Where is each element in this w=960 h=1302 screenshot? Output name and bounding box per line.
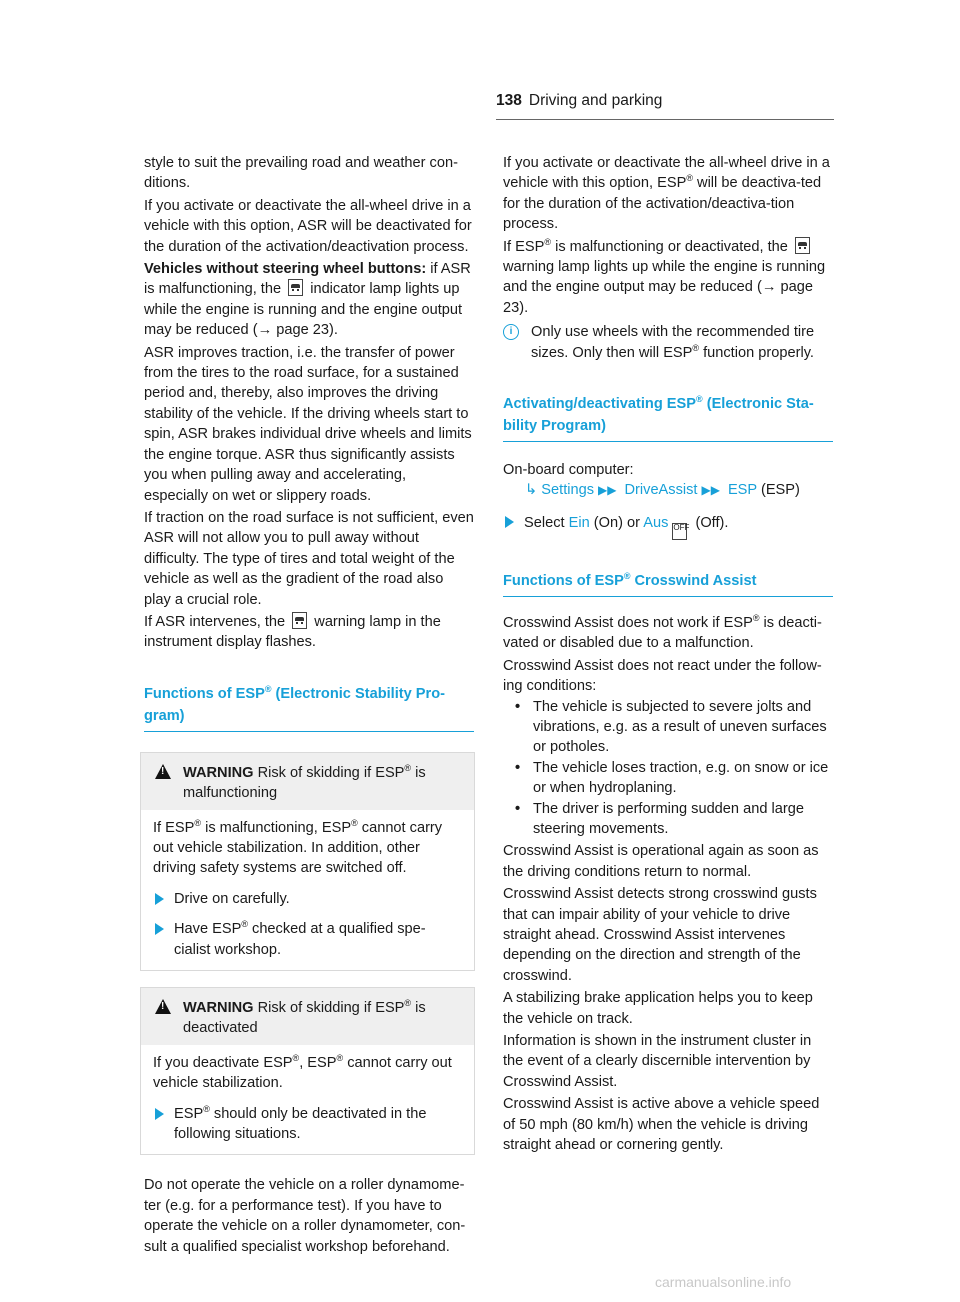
paragraph: style to suit the prevailing road and weather con-ditions. xyxy=(144,155,458,192)
paragraph: Crosswind Assist detects strong crosswind gusts that can impair ability of your vehicle to drive straight ahead. Crosswind Assist intervenes depending on the direction and strength of the crosswind. xyxy=(503,886,817,984)
paragraph: Crosswind Assist does not react under the follow-ing conditions: xyxy=(503,657,822,695)
list-item: • The driver is performing sudden and large steering movements. xyxy=(515,800,804,837)
list-item: • The vehicle loses traction, e.g. on snow or ice or when hydroplaning. xyxy=(515,759,829,797)
paragraph: Do not operate the vehicle on a roller dynamome-ter (e.g. for a performance test). If you have to operate the vehicle on a roller dynamometer, con-sult a qualified specialist workshop beforehand. xyxy=(144,1177,466,1255)
menu-driveassist: DriveAssist xyxy=(624,482,698,499)
paragraph: If ESP® is malfunctioning or deactivated, the warning lamp lights up while the engine is running and the engine output may be reduced (→ page 23). xyxy=(503,236,826,316)
warning-triangle-icon xyxy=(155,999,171,1014)
warning-triangle-icon xyxy=(155,764,171,779)
watermark: carmanualsonline.info xyxy=(655,1274,792,1290)
warning-box-deactivated xyxy=(140,987,475,1155)
section-heading-activate-esp: Activating/deactivating ESP® (Electronic Sta-bility Program) xyxy=(503,393,833,442)
esp-off-icon: OFF xyxy=(672,523,687,540)
paragraph: Information is shown in the instrument cluster in the event of a clearly discernible intervention by Crosswind Assist. xyxy=(503,1033,812,1090)
paragraph: Crosswind Assist does not work if ESP® is deacti-vated or disabled due to a malfunction. xyxy=(503,613,822,652)
warning-step: Have ESP® checked at a qualified spe-cialist workshop. xyxy=(153,909,462,960)
list-item: • The vehicle is subjected to severe jolts and vibrations, e.g. as a result of uneven surfaces or potholes. xyxy=(515,698,827,756)
onboard-label: On-board computer: xyxy=(503,462,634,479)
page-header xyxy=(496,92,834,116)
bold-label: Vehicles without steering wheel buttons: xyxy=(144,261,427,278)
section-heading-crosswind: Functions of ESP® Crosswind Assist xyxy=(503,570,833,597)
traction-warning-icon xyxy=(292,612,307,629)
chevron-icon: ▶▶ xyxy=(598,483,617,498)
tip-note: i Only use wheels with the recommended tire sizes. Only then will ESP® function properly. xyxy=(503,322,833,363)
paragraph: Crosswind Assist is operational again as soon as the driving conditions return to normal. xyxy=(503,843,819,880)
info-icon: i xyxy=(503,324,519,340)
paragraph: A stabilizing brake application helps you to keep the vehicle on track. xyxy=(503,990,813,1027)
menu-path-icon: ↳ xyxy=(525,482,538,499)
section-heading-esp: Functions of ESP® (Electronic Stability Pro-gram) xyxy=(144,683,474,732)
warning-step: Drive on carefully. xyxy=(153,879,462,909)
esp-warning-icon xyxy=(795,237,810,254)
menu-settings: Settings xyxy=(541,482,595,499)
warning-header: ! WARNING Risk of skidding if ESP® is malfunctioning xyxy=(141,753,474,810)
paragraph: If you activate or deactivate the all-wheel drive in a vehicle with this option, ASR will be deactivated for the duration of the activation/deactivation process. xyxy=(144,197,472,255)
chevron-icon: ▶▶ xyxy=(701,483,720,498)
left-column xyxy=(144,153,474,1257)
step-arrow-icon xyxy=(505,516,514,528)
page-number: 138 xyxy=(496,92,522,109)
paragraph: If ASR intervenes, the warning lamp in the instrument display flashes. xyxy=(144,613,441,651)
traction-indicator-icon xyxy=(288,279,303,296)
step-arrow-icon xyxy=(155,923,164,935)
paragraph: Vehicles without steering wheel buttons: if ASR is malfunctioning, the indicator lamp lights up while the engine is running and the engine output may be reduced (→ page 23). xyxy=(144,261,471,339)
warning-body: If you deactivate ESP®, ESP® cannot carry out vehicle stabilization. ESP® should only be deactivated in the following situations. xyxy=(141,1045,474,1155)
warning-header: ! WARNING Risk of skidding if ESP® is deactivated xyxy=(141,988,474,1045)
warning-body: If ESP® is malfunctioning, ESP® cannot carry out vehicle stabilization. In addition, other driving safety systems are switched off. Drive on carefully. Have ESP® checked at a qualified spe-cialist workshop. xyxy=(141,810,474,970)
header-rule xyxy=(496,119,834,120)
step-arrow-icon xyxy=(155,893,164,905)
select-step: Select Ein (On) or Aus OFF (Off). xyxy=(503,513,833,540)
paragraph: ASR improves traction, i.e. the transfer of power from the tires to the road surface, for a sustained period and, thereby, also improves the driving stability of the vehicle. If the driving wheels start to spin, ASR brakes individual drive wheels and limits the engine torque. ASR thus significantly assists you when pulling away and accelerating, especially on wet or slippery roads. xyxy=(144,344,472,504)
menu-path: ↳ Settings ▶▶ DriveAssist ▶▶ ESP (ESP) xyxy=(525,482,800,499)
warning-box-malfunction xyxy=(140,752,475,971)
step-arrow-icon xyxy=(155,1108,164,1120)
warning-step: ESP® should only be deactivated in the following situations. xyxy=(153,1094,462,1145)
right-column xyxy=(503,153,833,1155)
paragraph: Crosswind Assist is active above a vehicle speed of 50 mph (80 km/h) when the vehicle is driving straight ahead or cornering gently. xyxy=(503,1096,820,1154)
paragraph: If traction on the road surface is not sufficient, even ASR will not allow you to pull away without difficulty. The type of tires and total weight of the vehicle as well as the gradient of the road also play a crucial role. xyxy=(144,509,474,608)
section-name: Driving and parking xyxy=(528,92,663,109)
menu-esp: ESP xyxy=(727,482,757,499)
paragraph: If you activate or deactivate the all-wheel drive in a vehicle with this option, ESP® will be deactiva-ted for the duration of the activation/deactiva-tion process. xyxy=(503,155,830,233)
